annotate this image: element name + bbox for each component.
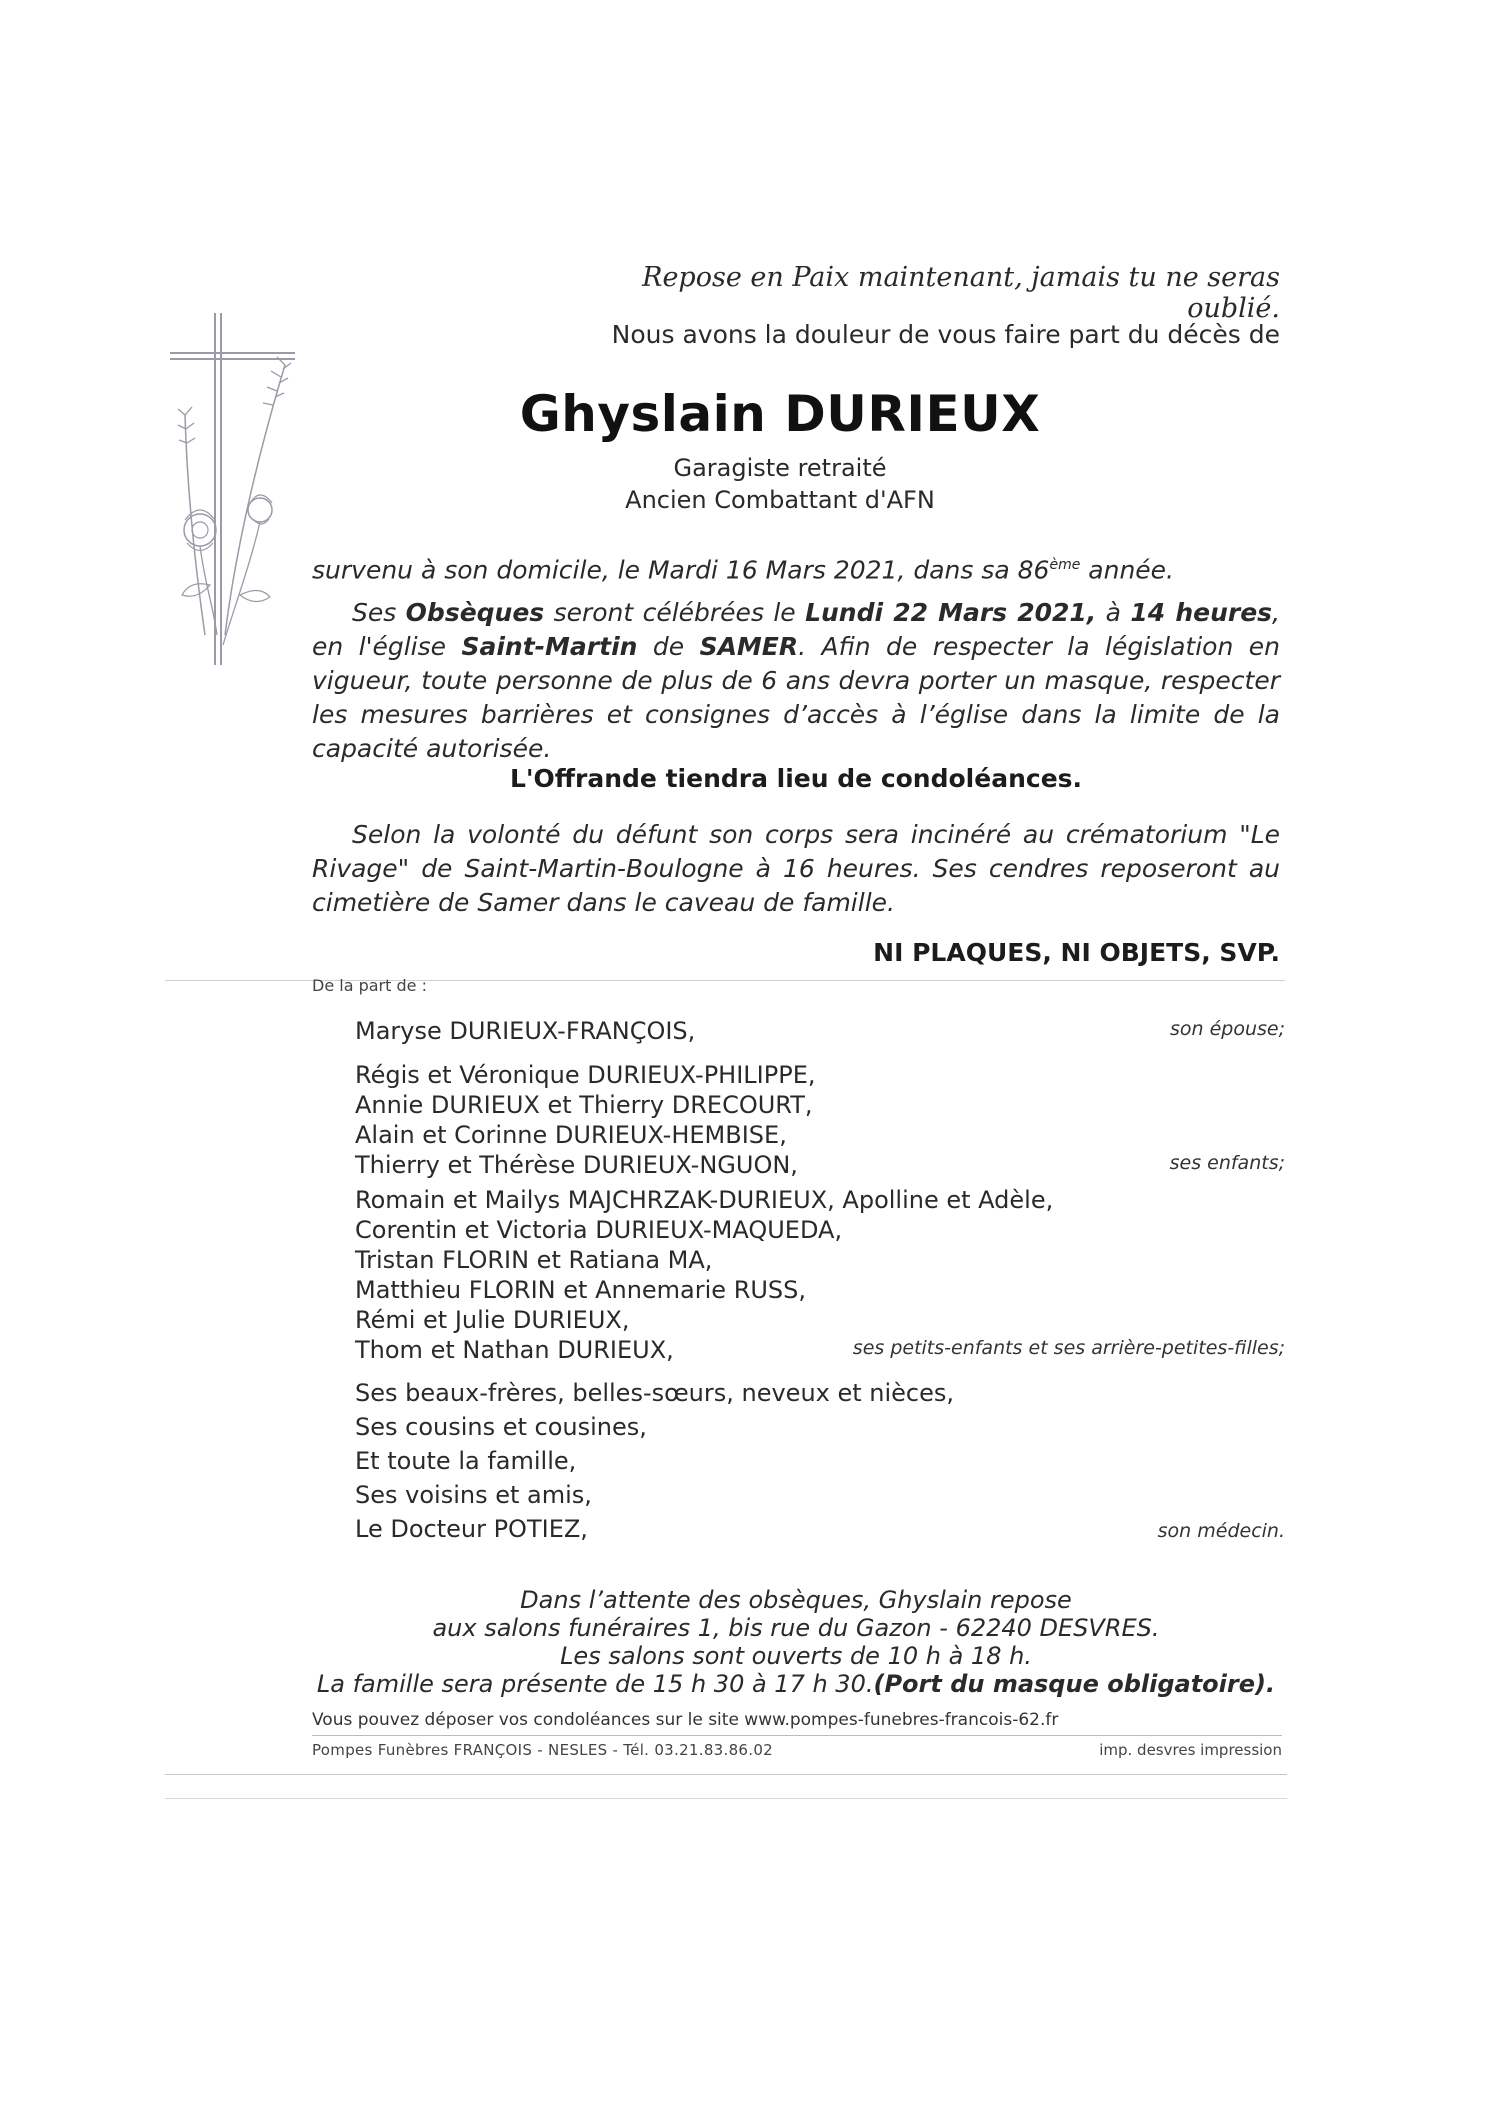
list-item: Le Docteur POTIEZ, son médecin. [355,1514,1285,1548]
announcement-intro: Nous avons la douleur de vous faire part du décès de [611,320,1280,349]
list-item: Ses voisins et amis, [355,1481,592,1509]
no-flowers-notice: NI PLAQUES, NI OBJETS, SVP. [873,938,1280,967]
list-item: Romain et Mailys MAJCHRZAK-DURIEUX, Apolline et Adèle, [355,1186,1054,1214]
list-item: Rémi et Julie DURIEUX, [355,1306,630,1334]
list-item: Maryse DURIEUX-FRANÇOIS, son épouse; [355,1016,1285,1046]
list-item: Annie DURIEUX et Thierry DRECOURT, [355,1091,813,1119]
list-item: Ses cousins et cousines, [355,1413,647,1441]
offering-notice: L'Offrande tiendra lieu de condoléances. [509,764,1083,793]
relation-label: ses enfants; [1169,1152,1285,1174]
list-item: Matthieu FLORIN et Annemarie RUSS, [355,1276,807,1304]
death-statement: survenu à son domicile, le Mardi 16 Mars 2021, dans sa 86ème année. [312,555,1174,585]
from-label: De la part de : [312,976,427,995]
printer-footer: imp. desvres impression [1099,1741,1282,1759]
relation-label: son épouse; [1169,1018,1285,1040]
funeral-details: Ses Obsèques seront célébrées le Lundi 22 Mars 2021, à 14 heures, en l'église Saint-Martin de SAMER. Afin de respecter la législation en vigueur, toute personne de plus de 6 ans devra porter un masque, respecter les mesures barrières et consignes d’accès à l’église dans la limite de la capacité autorisée. [312,598,1280,763]
deceased-profession: Garagiste retraité [673,454,887,482]
family-others [355,1378,1285,1548]
deceased-veteran-title: Ancien Combattant d'AFN [625,486,935,514]
family-grandchildren [355,1185,1285,1365]
family-spouse [355,1016,1285,1046]
relation-label: son médecin. [1157,1520,1285,1542]
divider [165,1774,1287,1775]
divider [312,1735,1282,1736]
cross-with-flowers-icon [165,305,325,670]
list-item: Corentin et Victoria DURIEUX-MAQUEDA, [355,1216,843,1244]
list-item: Ses beaux-frères, belles-sœurs, neveux et nièces, [355,1379,955,1407]
list-item: Régis et Véronique DURIEUX-PHILIPPE, [355,1061,816,1089]
visitation-info: Dans l’attente des obsèques, Ghyslain repose aux salons funéraires 1, bis rue du Gazon - 62240 DESVRES. Les salons sont ouverts de 10 h à 18 h. La famille sera présente de 15 h 30 à 17 h 30.(Port du masque obligatoire). [316,1586,1276,1698]
funeral-home-footer: Pompes Funèbres FRANÇOIS - NESLES - Tél. 03.21.83.86.02 [312,1741,774,1759]
divider [165,1798,1287,1799]
deceased-name: Ghyslain DURIEUX [519,385,1041,443]
epigraph: Repose en Paix maintenant, jamais tu ne seras oublié. [642,262,1280,324]
family-children [355,1060,1285,1180]
list-item: Thom et Nathan DURIEUX, ses petits-enfants et ses arrière-petites-filles; [355,1335,1285,1365]
list-item: Et toute la famille, [355,1447,577,1475]
list-item: Tristan FLORIN et Ratiana MA, [355,1246,713,1274]
list-item: Thierry et Thérèse DURIEUX-NGUON, ses enfants; [355,1150,1285,1180]
condolences-website-line: Vous pouvez déposer vos condoléances sur le site www.pompes-funebres-francois-62.fr [312,1710,1059,1730]
relation-label: ses petits-enfants et ses arrière-petites-filles; [852,1337,1285,1359]
list-item: Alain et Corinne DURIEUX-HEMBISE, [355,1121,787,1149]
cremation-details: Selon la volonté du défunt son corps sera incinéré au crématorium "Le Rivage" de Saint-Martin-Boulogne à 16 heures. Ses cendres reposeront au cimetière de Samer dans le caveau de famille. [312,820,1280,917]
